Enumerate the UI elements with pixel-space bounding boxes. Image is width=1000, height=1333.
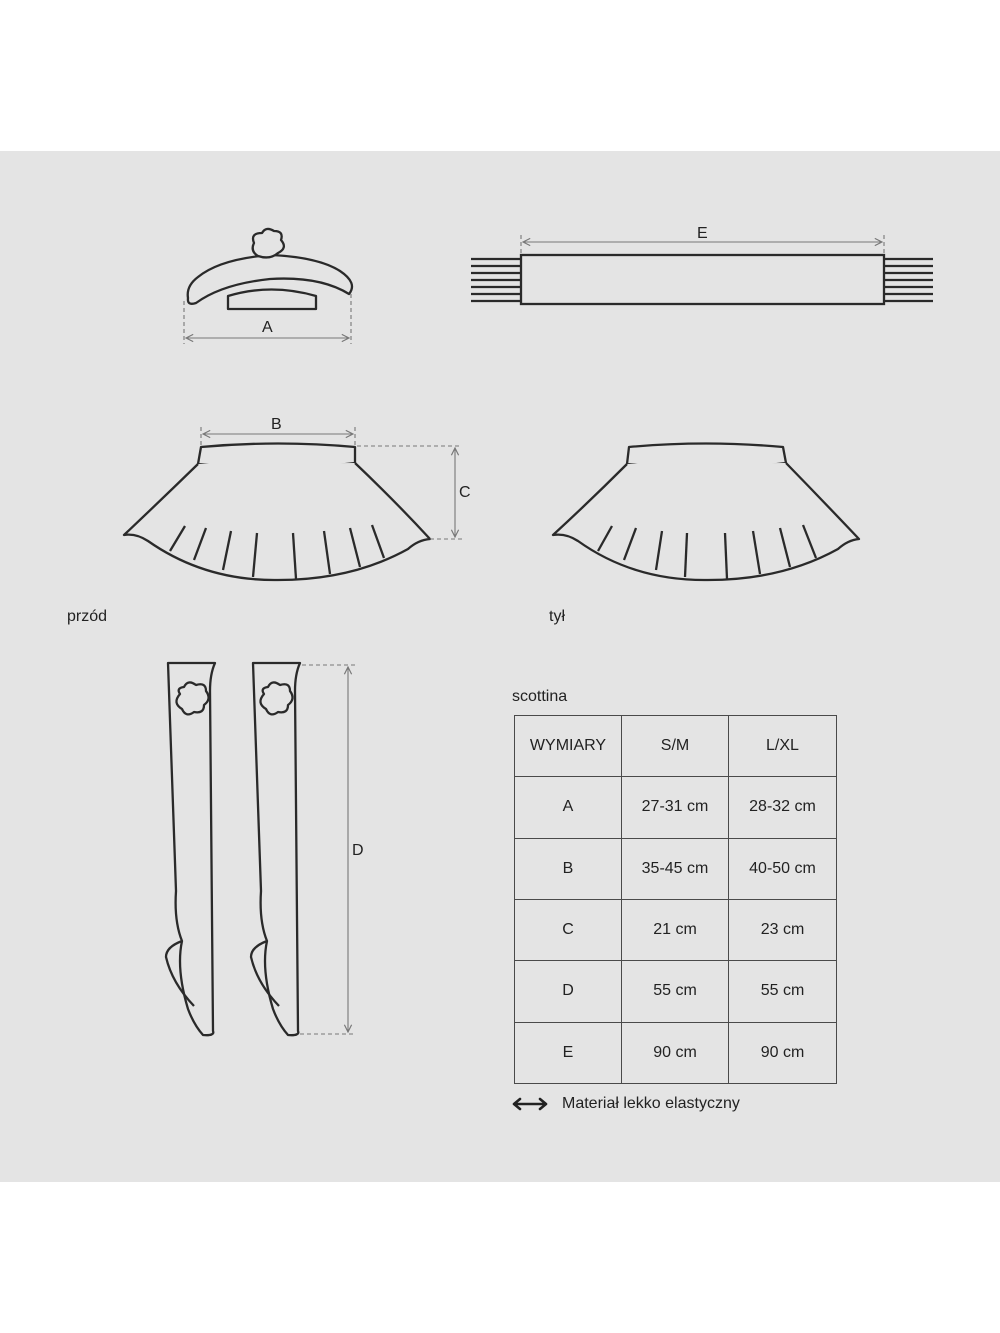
table-cell: C bbox=[515, 899, 622, 960]
stocking-right-icon bbox=[251, 663, 300, 1035]
table-cell: 28-32 cm bbox=[729, 777, 837, 838]
elastic-legend bbox=[512, 1093, 740, 1115]
table-cell: 55 cm bbox=[729, 961, 837, 1022]
table-row bbox=[515, 838, 837, 899]
dimension-d bbox=[300, 665, 355, 1034]
table-cell: 35-45 cm bbox=[622, 838, 729, 899]
front-view-label: przód bbox=[67, 608, 108, 625]
size-table bbox=[514, 715, 837, 1084]
back-view-label: tył bbox=[549, 608, 565, 625]
dimension-a-label: A bbox=[262, 319, 273, 336]
dimension-b-label: B bbox=[271, 416, 282, 433]
table-cell: 55 cm bbox=[622, 961, 729, 1022]
dimension-e-label: E bbox=[697, 225, 708, 242]
scarf-icon bbox=[471, 255, 933, 304]
skirt-back-icon bbox=[553, 444, 859, 581]
beret-icon bbox=[188, 229, 352, 309]
legend-text: Materiał lekko elastyczny bbox=[562, 1095, 740, 1112]
double-arrow-icon bbox=[512, 1097, 548, 1111]
table-row bbox=[515, 961, 837, 1022]
table-cell: D bbox=[515, 961, 622, 1022]
table-cell: 40-50 cm bbox=[729, 838, 837, 899]
table-row bbox=[515, 777, 837, 838]
table-cell: B bbox=[515, 838, 622, 899]
table-cell: 27-31 cm bbox=[622, 777, 729, 838]
table-cell: 21 cm bbox=[622, 899, 729, 960]
table-cell: E bbox=[515, 1022, 622, 1083]
table-row bbox=[515, 1022, 837, 1083]
table-header-cell: L/XL bbox=[729, 716, 837, 777]
size-chart-panel bbox=[0, 151, 1000, 1182]
table-header-cell: S/M bbox=[622, 716, 729, 777]
table-header-cell: WYMIARY bbox=[515, 716, 622, 777]
table-cell: 23 cm bbox=[729, 899, 837, 960]
table-title: scottina bbox=[512, 688, 568, 705]
table-row bbox=[515, 899, 837, 960]
skirt-front-icon bbox=[124, 444, 430, 581]
stocking-left-icon bbox=[166, 663, 215, 1035]
table-cell: 90 cm bbox=[729, 1022, 837, 1083]
garment-drawing bbox=[0, 151, 1000, 1182]
table-cell: A bbox=[515, 777, 622, 838]
dimension-d-label: D bbox=[352, 842, 364, 859]
dimension-c-label: C bbox=[459, 484, 471, 501]
table-header-row bbox=[515, 716, 837, 777]
table-cell: 90 cm bbox=[622, 1022, 729, 1083]
